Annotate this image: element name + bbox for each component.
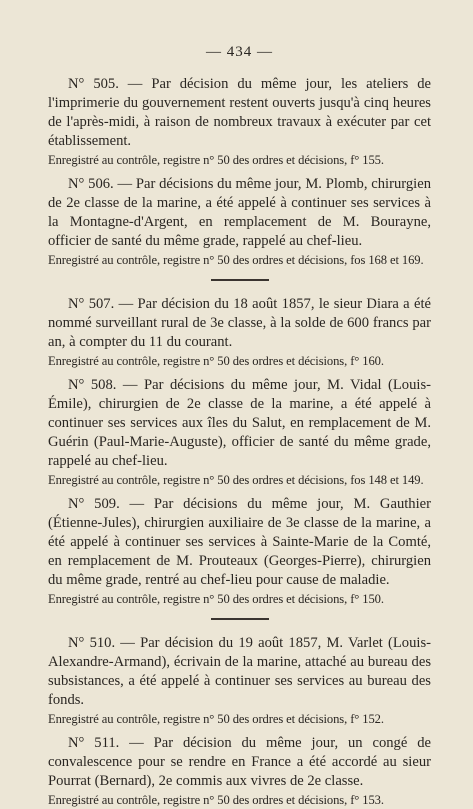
section-divider [211, 279, 269, 281]
entry-508 [48, 376, 431, 489]
entry-507 [48, 295, 431, 370]
entry-509 [48, 495, 431, 608]
entry-registry: Enregistré au contrôle, registre n° 50 des ordres et décisions, fos 168 et 169. [48, 253, 424, 267]
entry-registry: Enregistré au contrôle, registre n° 50 des ordres et décisions, f° 150. [48, 592, 384, 606]
entry-text: N° 510. — Par décision du 19 août 1857, M. Varlet (Louis-Alexandre-Armand), écrivain de la marine, attaché au bureau des subsistances, a été appelé à continuer ses services au bureau des fonds. [48, 635, 431, 708]
entry-511 [48, 734, 431, 809]
entry-510 [48, 634, 431, 728]
entry-registry: Enregistré au contrôle, registre n° 50 des ordres et décisions, f° 155. [48, 153, 384, 167]
entry-registry: Enregistré au contrôle, registre n° 50 des ordres et décisions, fos 148 et 149. [48, 473, 424, 487]
entry-506 [48, 175, 431, 269]
entry-registry: Enregistré au contrôle, registre n° 50 des ordres et décisions, f° 160. [48, 354, 384, 368]
entry-text: N° 511. — Par décision du même jour, un congé de convalescence pour se rendre en France a été accordé au sieur Pourrat (Bernard), 2e commis aux vivres de 2e classe. [48, 735, 431, 789]
entry-text: N° 508. — Par décisions du même jour, M. Vidal (Louis-Émile), chirurgien de 2e classe de la marine, a été appelé à continuer ses services aux îles du Salut, en remplacement de M. Guérin (Paul-Marie-Auguste), officier de santé du même grade, rappelé au chef-lieu. [48, 377, 431, 469]
section-divider [211, 618, 269, 620]
entry-text: N° 505. — Par décision du même jour, les ateliers de l'imprimerie du gouvernement restent ouverts jusqu'à cinq heures de l'après-midi, à raison de nombreux travaux à exécuter par cet établissement. [48, 76, 431, 149]
entry-text: N° 509. — Par décisions du même jour, M. Gauthier (Étienne-Jules), chirurgien auxiliaire de 3e classe de la marine, a été appelé à continuer ses services à Sainte-Marie de la Comté, en remplacement de M. Prouteaux (Georges-Pierre), chirurgien du même grade, rentré au chef-lieu pour cause de maladie. [48, 496, 431, 588]
entry-registry: Enregistré au contrôle, registre n° 50 des ordres et décisions, f° 153. [48, 793, 384, 807]
entry-text: N° 506. — Par décisions du même jour, M. Plomb, chirurgien de 2e classe de la marine, a été appelé à continuer ses services à la Montagne-d'Argent, en remplacement de M. Bourayne, officier de santé du même grade, rappelé au chef-lieu. [48, 176, 431, 249]
entry-registry: Enregistré au contrôle, registre n° 50 des ordres et décisions, f° 152. [48, 712, 384, 726]
entry-text: N° 507. — Par décision du 18 août 1857, le sieur Diara a été nommé surveillant rural de 3e classe, à la solde de 600 francs par an, à compter du 11 du courant. [48, 296, 431, 350]
entry-505 [48, 75, 431, 169]
page-number: — 434 — [206, 44, 273, 60]
